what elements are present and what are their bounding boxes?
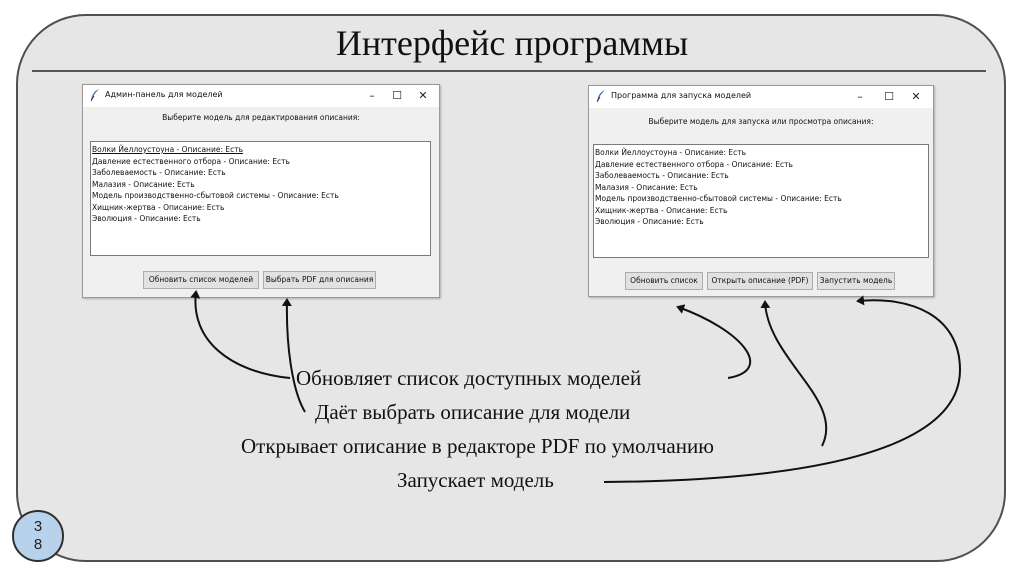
run-model-button[interactable]: Запустить модель bbox=[817, 272, 895, 290]
refresh-models-button[interactable]: Обновить список моделей bbox=[143, 271, 259, 289]
list-item[interactable]: Модель производственно-сбытовой системы - Описание: Есть bbox=[92, 191, 339, 200]
arrow-open-description bbox=[765, 302, 826, 446]
close-button[interactable]: ✕ bbox=[911, 90, 921, 103]
caption-choose: Даёт выбрать описание для модели bbox=[315, 400, 631, 424]
caption-open: Открывает описание в редакторе PDF по умолчанию bbox=[241, 434, 714, 458]
open-description-button[interactable]: Открыть описание (PDF) bbox=[707, 272, 813, 290]
list-item[interactable]: Эволюция - Описание: Есть bbox=[92, 214, 201, 223]
close-button[interactable]: ✕ bbox=[418, 89, 428, 102]
admin-prompt: Выберите модель для редактирования описания: bbox=[162, 113, 360, 122]
page-number-digit: 8 bbox=[33, 536, 43, 553]
minimize-button[interactable]: – bbox=[857, 90, 863, 103]
slide-title: Интерфейс программы bbox=[335, 23, 689, 63]
launcher-prompt: Выберите модель для запуска или просмотра описания: bbox=[648, 117, 874, 126]
arrow-choose-pdf bbox=[287, 300, 305, 412]
list-item[interactable]: Малазия - Описание: Есть bbox=[595, 182, 698, 192]
list-item[interactable]: Хищник-жертва - Описание: Есть bbox=[92, 202, 225, 212]
arrow-refresh-admin bbox=[195, 292, 290, 378]
list-item[interactable]: Малазия - Описание: Есть bbox=[92, 179, 195, 189]
list-item[interactable]: Заболеваемость - Описание: Есть bbox=[92, 168, 226, 177]
list-item[interactable]: Эволюция - Описание: Есть bbox=[595, 217, 704, 226]
list-item[interactable]: Давление естественного отбора - Описание: Есть bbox=[595, 159, 793, 169]
launcher-window-title: Программа для запуска моделей bbox=[611, 91, 752, 100]
caption-run: Запускает модель bbox=[397, 468, 554, 492]
arrow-refresh-launcher bbox=[678, 307, 750, 378]
page-number-digit: 3 bbox=[33, 518, 43, 535]
caption-refresh: Обновляет список доступных моделей bbox=[296, 366, 642, 390]
page-number-badge bbox=[12, 510, 64, 562]
admin-window-title: Админ-панель для моделей bbox=[105, 90, 223, 99]
maximize-button[interactable]: ☐ bbox=[884, 90, 894, 103]
list-item[interactable]: Волки Йеллоустоуна - Описание: Есть bbox=[595, 148, 747, 157]
maximize-button[interactable]: ☐ bbox=[392, 89, 402, 102]
minimize-button[interactable]: – bbox=[369, 89, 375, 102]
list-item[interactable]: Волки Йеллоустоуна - Описание: Есть bbox=[92, 145, 244, 154]
list-item[interactable]: Заболеваемость - Описание: Есть bbox=[595, 171, 729, 180]
refresh-list-button[interactable]: Обновить список bbox=[625, 272, 703, 290]
choose-pdf-button[interactable]: Выбрать PDF для описания bbox=[263, 271, 376, 289]
list-item[interactable]: Хищник-жертва - Описание: Есть bbox=[595, 205, 728, 215]
list-item[interactable]: Модель производственно-сбытовой системы - Описание: Есть bbox=[595, 194, 842, 203]
list-item[interactable]: Давление естественного отбора - Описание: Есть bbox=[92, 156, 290, 166]
